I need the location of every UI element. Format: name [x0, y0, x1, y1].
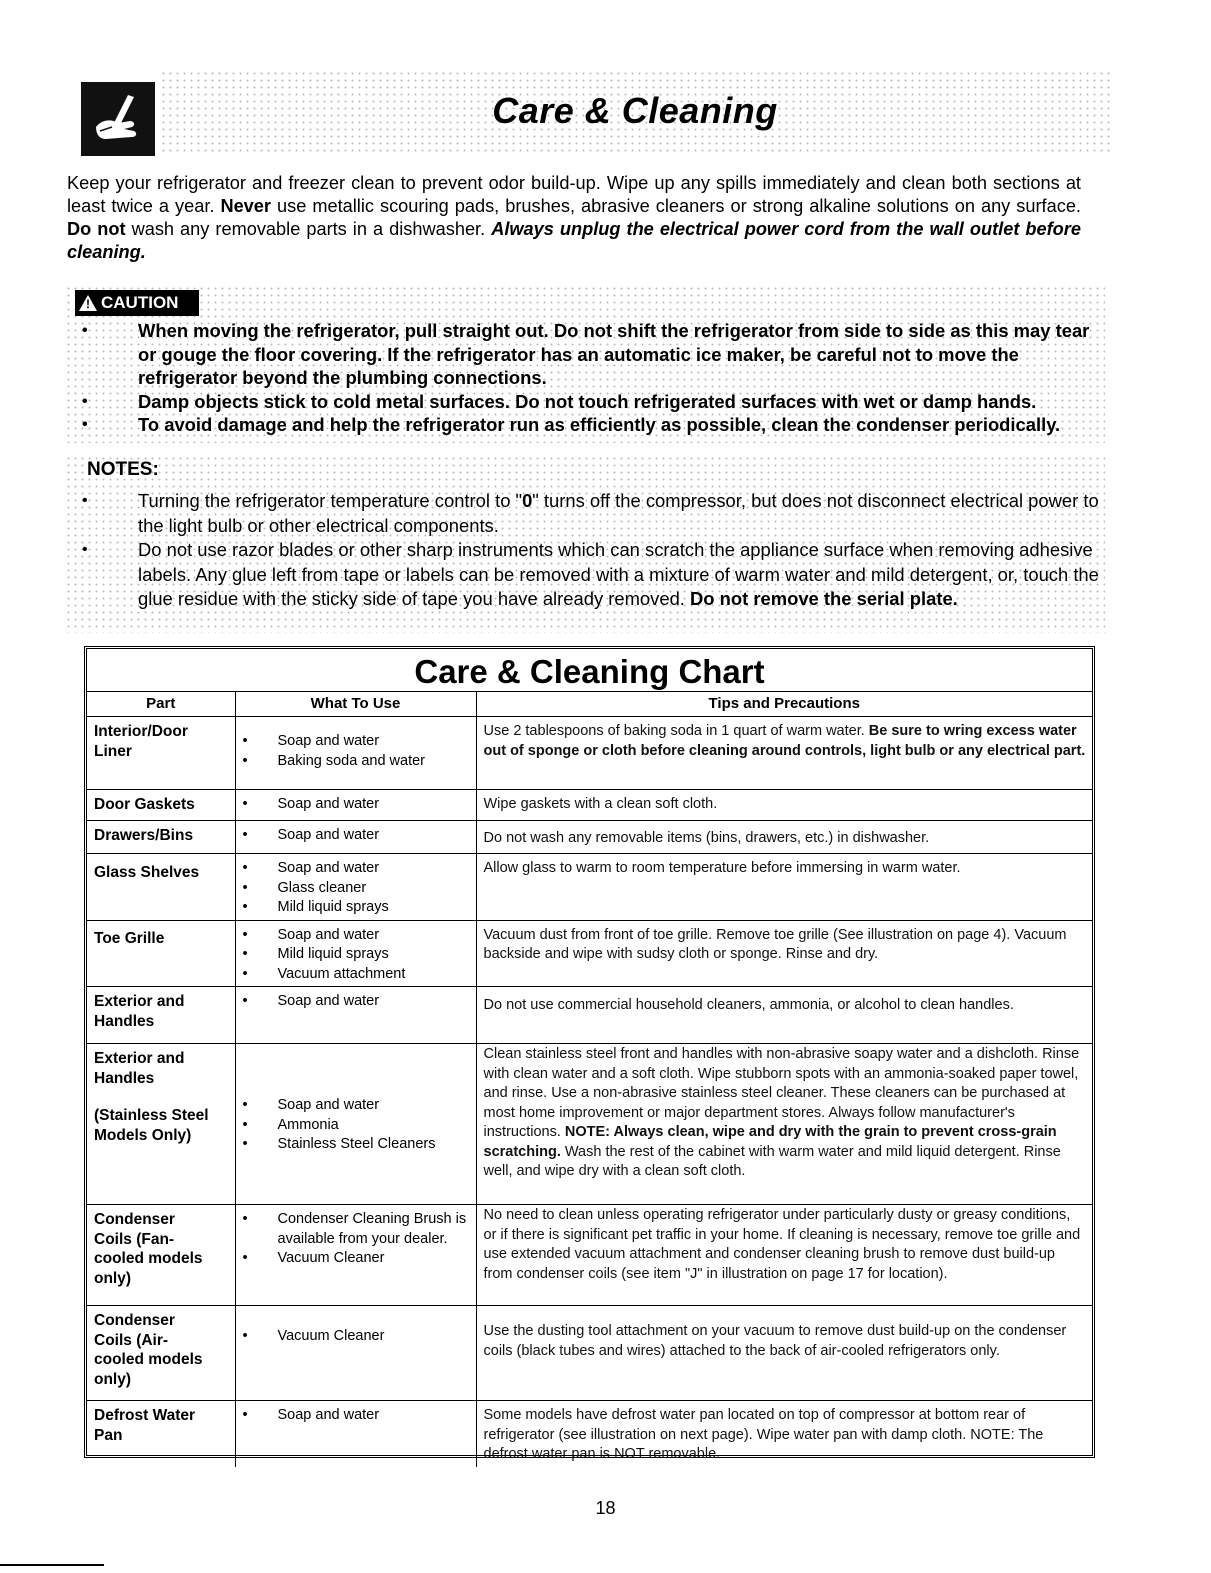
use-cell — [235, 920, 476, 987]
divider — [0, 1564, 104, 1566]
intro-paragraph — [67, 172, 1081, 264]
table-row — [87, 920, 1092, 987]
care-cleaning-chart — [84, 646, 1095, 1462]
use-cell — [235, 717, 476, 790]
part-cell: Defrost Water Pan — [87, 1401, 235, 1467]
part-cell: Interior/Door Liner — [87, 717, 235, 790]
tips-cell: Use the dusting tool attachment on your vacuum to remove dust build-up on the condenser coils (black tubes and wires) attached to the back of air-cooled refrigerators only. — [476, 1306, 1092, 1401]
bullet-icon: • — [82, 392, 88, 410]
tips-cell: Some models have defrost water pan located on top of compressor at bottom rear of refrigerator (see illustration on next page). Wipe water pan with damp cloth. NOTE: The defrost water pan is NOT removable. — [476, 1401, 1092, 1467]
table-row — [87, 717, 1092, 790]
caution-badge — [75, 290, 199, 316]
use-item: • Mild liquid sprays — [243, 945, 470, 965]
part-cell: Exterior and Handles — [87, 987, 235, 1044]
part-cell: Glass Shelves — [87, 854, 235, 921]
table-row — [87, 1205, 1092, 1306]
tips-cell: Wipe gaskets with a clean soft cloth. — [476, 790, 1092, 821]
part-cell: Toe Grille — [87, 920, 235, 987]
intro-text-3: wash any removable parts in a dishwasher. — [125, 219, 492, 239]
tips-cell: Vacuum dust from front of toe grille. Remove toe grille (See illustration on page 4). Vacuum backside and wipe with sudsy cloth or sponge. Rinse and dry. — [476, 920, 1092, 987]
table-row — [87, 790, 1092, 821]
intro-text-1: Keep your refrigerator and freezer clean to prevent odor build-up. Wipe up any spills immediately and clean both sections at least twice a year. — [67, 173, 1081, 216]
column-header-tips: Tips and Precautions — [476, 692, 1092, 717]
bullet-icon: • — [82, 322, 88, 339]
tips-cell: Clean stainless steel front and handles with non-abrasive soapy water and a dishcloth. Rinse with clean water and a soft cloth. Wipe stubborn spots with an ammonia-soaked paper towel, and rinse. Use a non-abrasive stainless steel cleaner. These cleaners can be purchased at most home improvement or major department stores. Always follow manufacturer's instructions. NOTE: Always clean, wipe and dry with the grain to prevent cross-grain scratching. Wash the rest of the cabinet with warm water and mild liquid detergent. Rinse well, and wipe dry with a clean soft cloth. — [476, 1044, 1092, 1205]
use-item: • Soap and water — [243, 826, 470, 846]
table-row — [87, 854, 1092, 921]
use-item: • Vacuum Cleaner — [243, 1327, 470, 1347]
bullet-icon: • — [82, 541, 88, 558]
chart-title: Care & Cleaning Chart — [87, 649, 1092, 692]
use-item: • Soap and water — [243, 1406, 470, 1426]
use-cell — [235, 1306, 476, 1401]
part-cell: Exterior and Handles (Stainless Steel Models Only) — [87, 1044, 235, 1205]
intro-text-2: use metallic scouring pads, brushes, abrasive cleaners or strong alkaline solutions on any surface. — [271, 196, 1081, 216]
tips-cell: Do not use commercial household cleaners, ammonia, or alcohol to clean handles. — [476, 987, 1092, 1044]
column-header-use: What To Use — [235, 692, 476, 717]
use-item: • Ammonia — [243, 1116, 470, 1136]
caution-list — [65, 319, 1105, 437]
use-cell — [235, 987, 476, 1044]
use-item: • Glass cleaner — [243, 879, 470, 899]
tips-cell: Use 2 tablespoons of baking soda in 1 quart of warm water. Be sure to wring excess water out of sponge or cloth before cleaning around controls, light bulb or any electrical part. — [476, 717, 1092, 790]
tips-cell: Allow glass to warm to room temperature before immersing in warm water. — [476, 854, 1092, 921]
table-row — [87, 987, 1092, 1044]
part-cell: Condenser Coils (Fan-cooled models only) — [87, 1205, 235, 1306]
note-item: • Do not use razor blades or other sharp instruments which can scratch the appliance surface when removing adhesive labels. Any glue left from tape or labels can be removed with a mixture of warm water and mild detergent, or, touch the glue residue with the sticky side of tape you have already removed. Do not remove the serial plate. — [82, 539, 1099, 609]
tips-cell: Do not wash any removable items (bins, drawers, etc.) in dishwasher. — [476, 821, 1092, 854]
table-header-row — [87, 692, 1092, 717]
caution-item: • To avoid damage and help the refrigerator run as efficiently as possible, clean the condenser periodically. — [82, 414, 1061, 435]
table-row — [87, 1401, 1092, 1467]
cleaning-hand-icon — [81, 82, 155, 156]
use-cell — [235, 1205, 476, 1306]
table-row — [87, 1044, 1092, 1205]
notes-section — [65, 455, 1105, 633]
table-row — [87, 821, 1092, 854]
use-cell — [235, 854, 476, 921]
warning-icon: ! — [79, 295, 97, 311]
tips-cell: No need to clean unless operating refrigerator under particularly dusty or greasy conditions, or if there is significant pet traffic in your home. If cleaning is necessary, remove toe grille and use extended vacuum attachment and condenser cleaning brush to remove dust build-up from condenser coils (see item "J" in illustration on page 17 for location). — [476, 1205, 1092, 1306]
use-item: • Mild liquid sprays — [243, 898, 470, 918]
use-item: • Baking soda and water — [243, 752, 470, 772]
bullet-icon: • — [82, 492, 88, 509]
header-band — [160, 70, 1110, 154]
intro-do-not: Do not — [67, 219, 126, 239]
use-item: • Soap and water — [243, 859, 470, 879]
part-cell: Drawers/Bins — [87, 821, 235, 854]
page-number: 18 — [595, 1498, 616, 1518]
use-item: • Soap and water — [243, 992, 470, 1012]
intro-warning: Always unplug the electrical power cord from the wall outlet before cleaning. — [67, 219, 1081, 262]
part-cell: Door Gaskets — [87, 790, 235, 821]
part-cell: Condenser Coils (Air-cooled models only) — [87, 1306, 235, 1401]
use-item: • Condenser Cleaning Brush is available from your dealer. — [243, 1210, 470, 1249]
caution-item: • When moving the refrigerator, pull straight out. Do not shift the refrigerator from side to side as this may tear or gouge the floor covering. If the refrigerator has an automatic ice maker, be careful not to move the refrigerator beyond the plumbing connections. — [82, 320, 1090, 388]
caution-section — [65, 285, 1105, 443]
use-item: • Vacuum attachment — [243, 965, 470, 985]
intro-never: Never — [220, 196, 271, 216]
use-cell — [235, 821, 476, 854]
use-cell — [235, 1401, 476, 1467]
note-item: • Turning the refrigerator temperature control to "0" turns off the compressor, but does not disconnect electrical power to the light bulb or other electrical components. — [82, 490, 1099, 536]
use-item: • Soap and water — [243, 1096, 470, 1116]
use-item: • Stainless Steel Cleaners — [243, 1135, 470, 1155]
use-item: • Soap and water — [243, 732, 470, 752]
use-item: • Soap and water — [243, 795, 470, 815]
notes-heading: NOTES: — [87, 459, 159, 480]
table-row — [87, 1306, 1092, 1401]
caution-item: • Damp objects stick to cold metal surfaces. Do not touch refrigerated surfaces with wet or damp hands. — [82, 390, 1037, 412]
use-cell — [235, 790, 476, 821]
page-title: Care & Cleaning — [492, 90, 778, 131]
column-header-part: Part — [87, 692, 235, 717]
use-item: • Soap and water — [243, 926, 470, 946]
notes-list — [65, 489, 1105, 612]
bullet-icon: • — [82, 416, 88, 433]
use-item: • Vacuum Cleaner — [243, 1249, 470, 1269]
use-cell — [235, 1044, 476, 1205]
caution-label: CAUTION — [101, 293, 179, 312]
care-table — [87, 692, 1092, 1467]
